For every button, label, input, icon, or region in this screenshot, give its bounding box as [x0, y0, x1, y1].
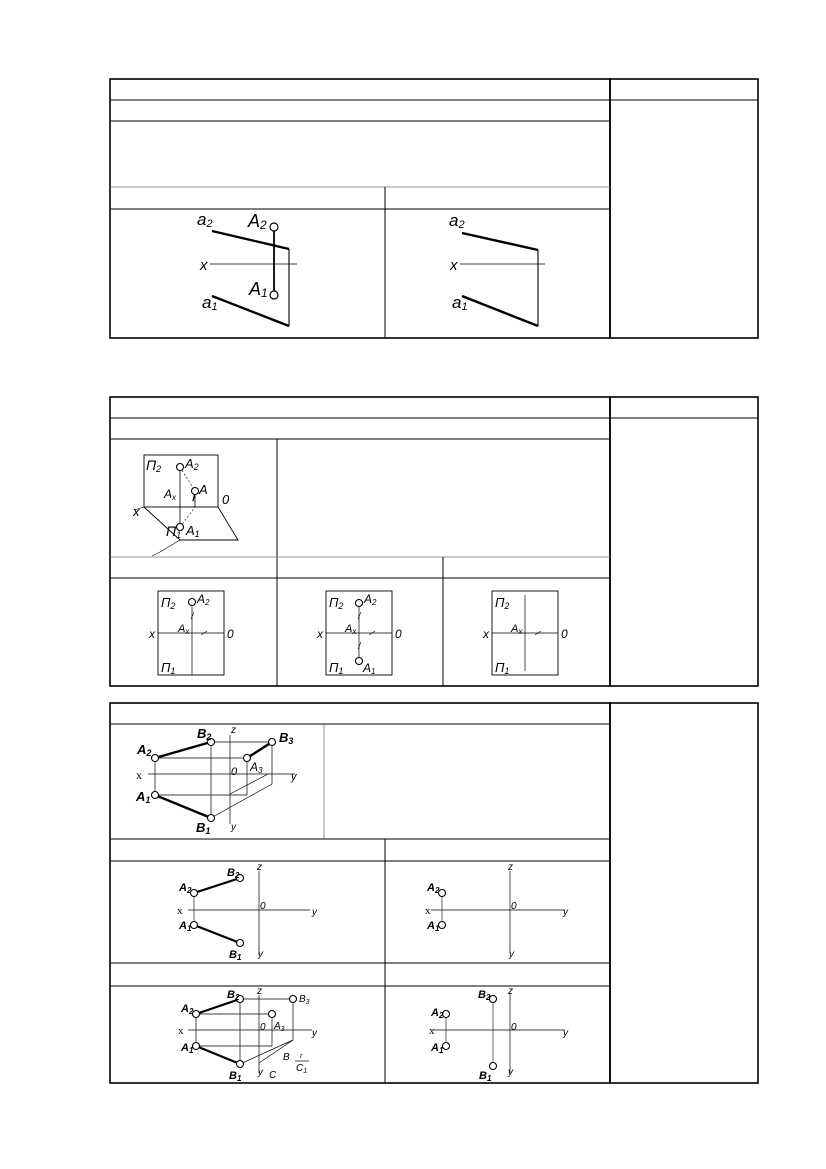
svg-text:A2: A2 [137, 742, 152, 758]
svg-text:B2: B2 [478, 989, 491, 1002]
svg-text:A1: A1 [186, 523, 200, 539]
task2-table [110, 397, 758, 686]
task3-variant-3-labels [178, 986, 318, 1083]
svg-text:x: x [429, 1025, 435, 1037]
task3-variant-1 [188, 871, 310, 955]
svg-text:П1: П1 [166, 523, 182, 540]
svg-text:0: 0 [222, 492, 230, 507]
svg-text:x: x [483, 627, 489, 641]
svg-text:x: x [178, 1025, 184, 1037]
svg-text:B2: B2 [227, 989, 240, 1002]
label-x: x [450, 257, 458, 274]
task3-variant-1-labels [177, 862, 318, 962]
svg-text:П1: П1 [329, 660, 344, 676]
svg-text:y: y [258, 1067, 263, 1078]
svg-text:B1: B1 [479, 1070, 492, 1083]
svg-text:y: y [509, 949, 514, 960]
task3-variant-3 [188, 995, 312, 1073]
svg-text:B1: B1 [229, 1070, 242, 1083]
svg-text:A2: A2 [179, 882, 192, 895]
svg-text:0: 0 [227, 627, 234, 641]
svg-text:B2: B2 [197, 726, 212, 742]
label-x: x [200, 257, 208, 274]
label-a1: a1 [452, 293, 468, 313]
svg-text:0: 0 [511, 901, 517, 912]
svg-text:z: z [508, 986, 513, 997]
svg-text:z: z [257, 862, 262, 873]
svg-text:0: 0 [260, 1022, 266, 1033]
svg-text:A2: A2 [431, 1007, 444, 1020]
svg-text:B2: B2 [227, 867, 240, 880]
svg-text:C: C [269, 1070, 277, 1081]
svg-text:z: z [231, 725, 236, 736]
svg-text:Ax: Ax [178, 623, 190, 636]
label-a2: a2 [449, 211, 465, 231]
svg-text:B: B [283, 1052, 290, 1063]
svg-text:x: x [149, 627, 155, 641]
svg-text:0: 0 [260, 901, 266, 912]
svg-text:y: y [291, 771, 297, 783]
svg-text:0: 0 [561, 627, 568, 641]
svg-text:B1: B1 [196, 820, 211, 836]
svg-text:П1: П1 [161, 660, 176, 676]
svg-text:r: r [300, 1053, 303, 1060]
svg-text:x: x [177, 905, 183, 917]
svg-text:A1: A1 [179, 920, 192, 933]
svg-text:A1: A1 [181, 1042, 194, 1055]
svg-text:A1: A1 [427, 920, 440, 933]
svg-text:y: y [563, 907, 568, 918]
svg-text:x: x [425, 905, 431, 917]
svg-text:y: y [563, 1028, 568, 1039]
svg-text:A3: $A_3$ [274, 1021, 285, 1033]
svg-text:A2: A2 [364, 592, 377, 607]
svg-text:C1: $C_1$ [296, 1063, 308, 1075]
svg-text:0: 0 [395, 627, 402, 641]
svg-text:A1: A1 [363, 661, 376, 676]
task1-figure-b [449, 211, 545, 326]
svg-text:B3: $B_3$ [299, 994, 310, 1006]
svg-text:A2: A2 [427, 882, 440, 895]
svg-text:z: z [508, 862, 513, 873]
svg-text:A2: A2 [197, 592, 210, 607]
svg-text:П2: П2 [146, 457, 162, 474]
svg-text:A: A [199, 482, 208, 497]
label-a1: a1 [202, 293, 218, 313]
svg-text:A3: A3 [250, 760, 263, 775]
task3-variant-4 [433, 993, 565, 1073]
task3-variant-2 [431, 871, 565, 953]
svg-text:Ax: Ax [345, 623, 357, 636]
label-a2: a2 [197, 210, 213, 230]
task3-main-figure [148, 735, 295, 824]
svg-text:A1: A1 [431, 1042, 444, 1055]
label-A1: A1 [249, 279, 268, 300]
svg-text:y: y [508, 1067, 513, 1078]
svg-text:П2: П2 [495, 595, 510, 611]
label-A2: A2 [248, 211, 267, 232]
svg-text:0: 0 [231, 766, 238, 778]
svg-text:x: x [317, 627, 323, 641]
svg-text:Ax: Ax [511, 623, 523, 636]
svg-text:x: x [133, 504, 140, 519]
svg-text:z: z [257, 986, 262, 997]
svg-text:Ax: Ax [164, 487, 177, 502]
svg-text:B1: B1 [229, 949, 242, 962]
task3-variant-4-labels [429, 986, 569, 1083]
svg-text:y: y [231, 822, 236, 833]
svg-text:x: x [136, 768, 142, 782]
svg-text:A2: A2 [181, 1003, 194, 1016]
task1-figure-a [197, 210, 297, 326]
svg-text:y: y [312, 1028, 317, 1039]
svg-text:A1: A1 [136, 789, 151, 805]
svg-text:П1: П1 [495, 660, 510, 676]
svg-text:A2: A2 [185, 456, 199, 472]
svg-text:П2: П2 [161, 595, 176, 611]
svg-text:B3: B3 [279, 730, 294, 746]
svg-text:0: 0 [511, 1022, 517, 1033]
svg-text:П2: П2 [329, 595, 344, 611]
svg-text:y: y [312, 907, 317, 918]
svg-text:y: y [258, 949, 263, 960]
task3-variant-2-labels [425, 862, 569, 960]
